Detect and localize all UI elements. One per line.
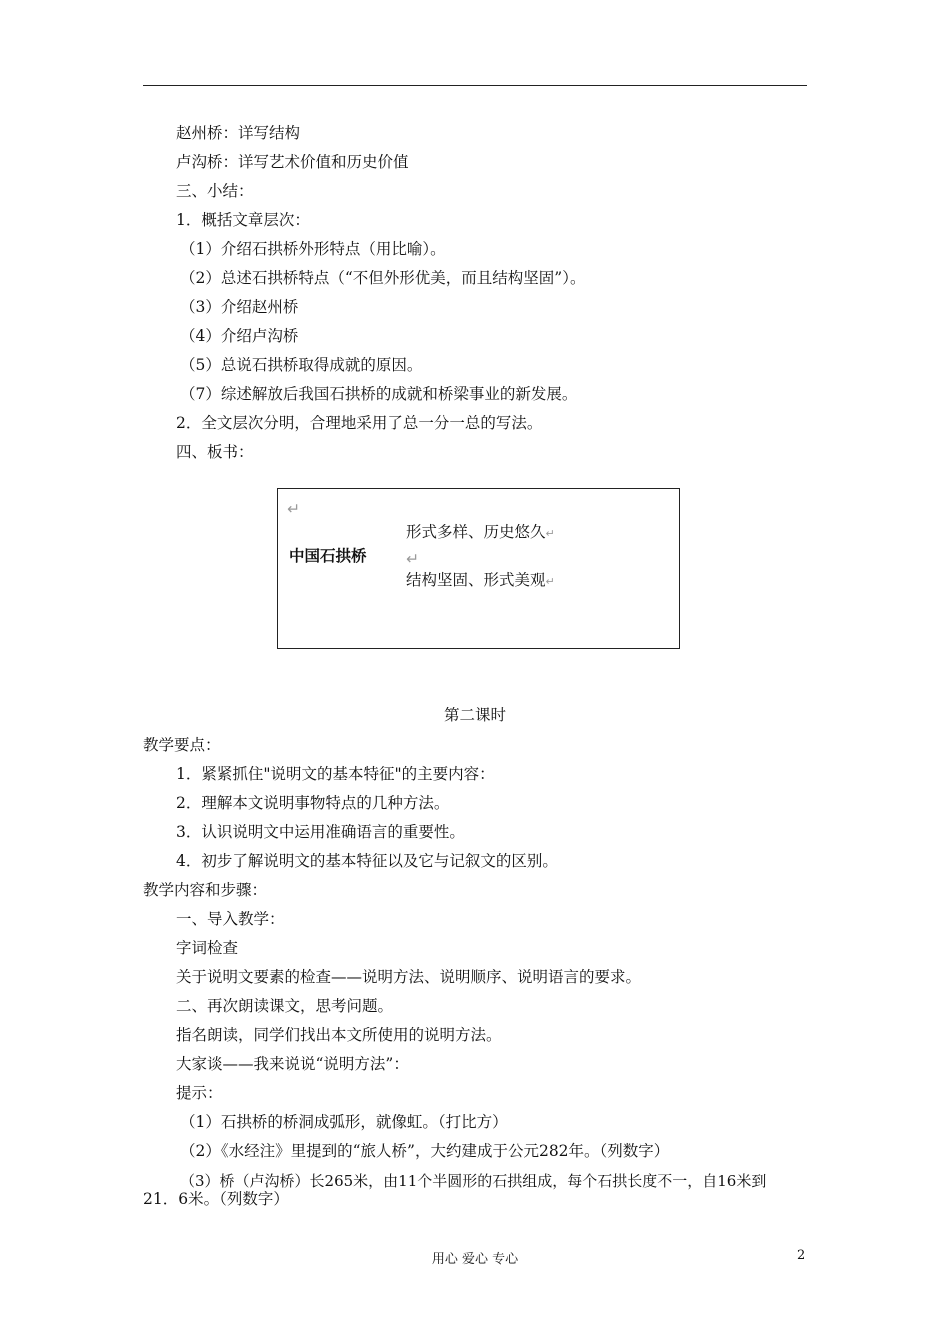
text-line: （5）总说石拱桥取得成就的原因。 bbox=[180, 356, 423, 374]
text-line: 一、导入教学： bbox=[176, 910, 285, 928]
board-item: 形式多样、历史悠久↵ bbox=[406, 523, 555, 541]
text-line: （2）总述石拱桥特点（“不但外形优美，而且结构坚固”）。 bbox=[180, 269, 586, 287]
text-line: 指名朗读，同学们找出本文所使用的说明方法。 bbox=[176, 1026, 502, 1044]
text-line: 1．概括文章层次： bbox=[176, 211, 310, 229]
text-line: （1）石拱桥的桥洞成弧形，就像虹。（打比方） bbox=[180, 1113, 508, 1131]
text-line: （3）介绍赵州桥 bbox=[180, 298, 299, 316]
text-line: 二、再次朗读课文，思考问题。 bbox=[176, 997, 394, 1015]
text-line: 提示： bbox=[176, 1084, 223, 1102]
page-number: 2 bbox=[797, 1248, 806, 1263]
text-line: 卢沟桥：详写艺术价值和历史价值 bbox=[176, 153, 409, 171]
text-line: （2）《水经注》里提到的“旅人桥”，大约建成于公元282年。（列数字） bbox=[180, 1142, 670, 1160]
text-line: 2．全文层次分明，合理地采用了总一分一总的写法。 bbox=[176, 414, 543, 432]
text-line: 大家谈——我来说说“说明方法”： bbox=[176, 1055, 409, 1073]
text-line: 21．6米。（列数字） bbox=[143, 1190, 289, 1208]
text-line: 4．初步了解说明文的基本特征以及它与记叙文的区别。 bbox=[176, 852, 558, 870]
text-line: （4）介绍卢沟桥 bbox=[180, 327, 299, 345]
text-line: （1）介绍石拱桥外形特点（用比喻）。 bbox=[180, 240, 446, 258]
page-footer: 用心 爱心 专心 bbox=[431, 1252, 519, 1267]
text-line: 3．认识说明文中运用准确语言的重要性。 bbox=[176, 823, 465, 841]
text-line: 教学内容和步骤： bbox=[143, 881, 268, 899]
text-line: （7）综述解放后我国石拱桥的成就和桥梁事业的新发展。 bbox=[180, 385, 578, 403]
blackboard-box bbox=[277, 488, 680, 649]
board-item: 结构坚固、形式美观↵ bbox=[406, 571, 555, 589]
paragraph-mark: ↵ bbox=[287, 500, 300, 518]
text-line: （3）桥（卢沟桥）长265米，由11个半圆形的石拱组成，每个石拱长度不一，自16米到 bbox=[180, 1172, 767, 1190]
text-line: 关于说明文要素的检查——说明方法、说明顺序、说明语言的要求。 bbox=[176, 968, 642, 986]
board-title: 中国石拱桥 bbox=[289, 547, 367, 565]
text-line: 四、板书： bbox=[176, 443, 254, 461]
text-line: 教学要点： bbox=[143, 736, 221, 754]
paragraph-mark: ↵ bbox=[406, 550, 419, 568]
text-line: 三、小结： bbox=[176, 182, 254, 200]
text-line: 赵州桥：详写结构 bbox=[176, 124, 301, 142]
text-line: 字词检查 bbox=[176, 939, 239, 957]
text-line: 2．理解本文说明事物特点的几种方法。 bbox=[176, 794, 450, 812]
section-title: 第二课时 bbox=[443, 706, 506, 724]
text-line: 1．紧紧抓住"说明文的基本特征"的主要内容： bbox=[176, 765, 495, 783]
header-rule bbox=[143, 85, 807, 86]
